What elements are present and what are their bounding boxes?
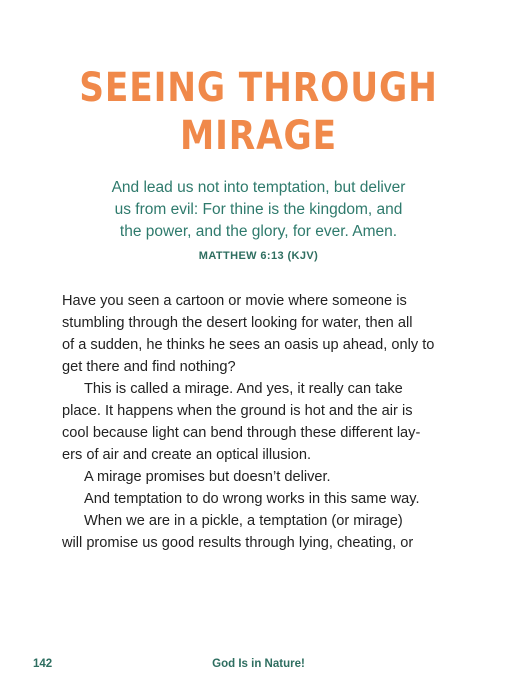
running-footer-title: God Is in Nature!: [212, 658, 305, 670]
body-line: stumbling through the desert looking for water, then all: [62, 315, 413, 331]
body-line: A mirage promises but doesn’t deliver.: [84, 469, 331, 485]
body-line: When we are in a pickle, a temptation (or mirage): [84, 513, 403, 529]
verse-line: the power, and the glory, for ever. Amen.: [119, 223, 398, 240]
verse-reference: MATTHEW 6:13 (KJV): [198, 250, 319, 262]
body-line: get there and find nothing?: [62, 359, 236, 375]
page-number: 142: [33, 658, 53, 670]
body-line: cool because light can bend through these different lay-: [62, 425, 421, 441]
body-line: of a sudden, he thinks he sees an oasis up ahead, only to: [62, 337, 435, 353]
verse-line: And lead us not into temptation, but deliver: [111, 179, 406, 196]
body-line: will promise us good results through lying, cheating, or: [62, 535, 414, 551]
body-line: ers of air and create an optical illusion.: [62, 447, 312, 463]
body-line: Have you seen a cartoon or movie where someone is: [62, 293, 407, 309]
chapter-title-line-1: SEEING THROUGH: [79, 65, 438, 111]
chapter-title-line-2: MIRAGE: [179, 113, 338, 159]
verse-line: us from evil: For thine is the kingdom, and: [114, 201, 403, 218]
body-line: And temptation to do wrong works in this same way.: [84, 491, 420, 507]
body-line: This is called a mirage. And yes, it really can take: [84, 381, 403, 397]
body-line: place. It happens when the ground is hot and the air is: [62, 403, 413, 419]
